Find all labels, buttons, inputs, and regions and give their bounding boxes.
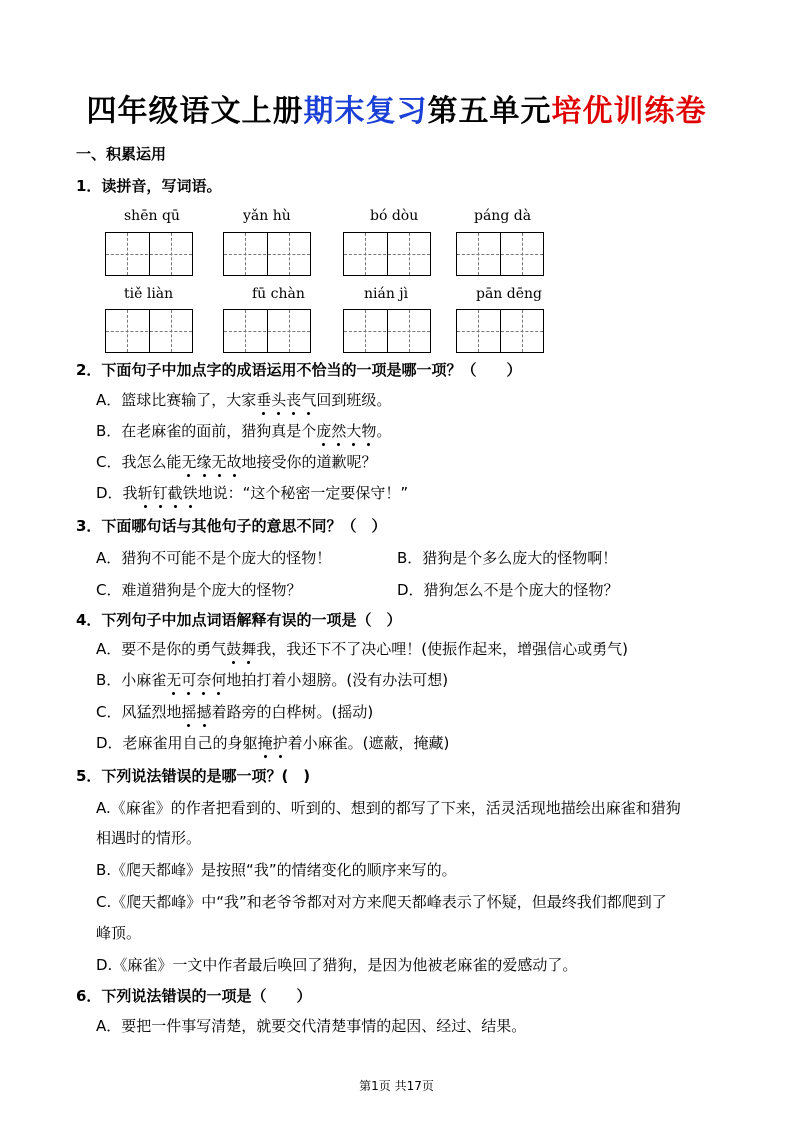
- question-4-option-a: [96, 639, 628, 659]
- option-text: C．我怎么能: [96, 453, 182, 471]
- question-3-option-a: A．猎狗不可能不是个庞大的怪物！: [96, 549, 332, 567]
- writing-grid[interactable]: [456, 309, 544, 353]
- page-footer: 第1页 共17页: [359, 1079, 434, 1093]
- writing-grid[interactable]: [343, 232, 431, 276]
- question-5-option-c-cont: 峰顶。: [96, 924, 142, 942]
- pinyin-label: shēn qū: [124, 208, 180, 224]
- question-3-option-d: D．猎狗怎么不是个庞大的怪物？: [397, 581, 619, 599]
- question-4-label: 4．下列句子中加点词语解释有误的一项是（ ）: [76, 611, 402, 629]
- question-5-option-a: A.《麻雀》的作者把看到的、听到的、想到的都写了下来，活灵活现地描绘出麻雀和猎狗: [96, 799, 681, 817]
- dotted-phrase: 掩护: [257, 734, 288, 752]
- option-text: D．我: [96, 484, 138, 502]
- option-text: B．在老麻雀的面前，猎狗真是个: [96, 422, 317, 440]
- question-2-option-a: [96, 390, 391, 410]
- question-5-option-a-cont: 相遇时的情形。: [96, 829, 202, 847]
- dotted-phrase: 摇撼: [181, 703, 212, 721]
- question-4-option-b: [96, 670, 448, 690]
- option-text: B．小麻雀: [96, 671, 167, 689]
- option-text: 着路旁的白桦树。(摇动): [211, 703, 374, 721]
- pinyin-label: bó dòu: [370, 208, 419, 224]
- question-5-label: 5．下列说法错误的是哪一项？( ): [76, 767, 311, 785]
- option-text: 地接受你的道歉呢？: [241, 453, 377, 471]
- dotted-phrase: 鼓舞: [226, 640, 257, 658]
- pinyin-label: yǎn hù: [243, 208, 291, 224]
- question-5-option-c: C.《爬天都峰》中“我”和老爷爷都对对方来爬天都峰表示了怀疑，但最终我们都爬到了: [96, 893, 667, 911]
- pinyin-label: páng dà: [474, 208, 532, 224]
- dotted-phrase: 垂头丧气: [256, 391, 317, 409]
- option-text: C．风猛烈地: [96, 703, 182, 721]
- title-part-4: 培优训练卷: [551, 94, 707, 129]
- option-text: 回到班级。: [316, 391, 392, 409]
- dotted-phrase: 无缘无故: [181, 453, 242, 471]
- dotted-phrase: 庞然大物: [316, 422, 377, 440]
- page-title: [0, 86, 793, 130]
- question-1-label: 1．读拼音，写词语。: [76, 177, 222, 195]
- writing-grid[interactable]: [223, 232, 311, 276]
- question-3-label: 3．下面哪句话与其他句子的意思不同？（ ）: [76, 517, 387, 535]
- question-5-option-d: D.《麻雀》一文中作者最后唤回了猎狗，是因为他被老麻雀的爱感动了。: [96, 956, 578, 974]
- writing-grid[interactable]: [343, 309, 431, 353]
- pinyin-label: fū chàn: [252, 286, 305, 302]
- question-3-option-b: B．猎狗是个多么庞大的怪物啊！: [397, 549, 618, 567]
- option-text: A．篮球比赛输了，大家: [96, 391, 257, 409]
- title-part-3: 第五单元: [427, 94, 552, 129]
- writing-grid[interactable]: [105, 309, 193, 353]
- option-text: 。: [376, 422, 392, 440]
- writing-grid[interactable]: [456, 232, 544, 276]
- section-heading: 一、积累运用: [76, 145, 167, 163]
- option-text: 我，我还下不了决心哩！(使振作起来，增强信心或勇气): [256, 640, 629, 658]
- writing-grid[interactable]: [105, 232, 193, 276]
- option-text: 地说：“这个秘密一定要保守！”: [197, 484, 409, 502]
- question-4-option-c: [96, 702, 373, 722]
- pinyin-label: pān dēng: [476, 286, 543, 302]
- question-6-option-a: A．要把一件事写清楚，就要交代清楚事情的起因、经过、结果。: [96, 1017, 527, 1035]
- question-4-option-d: [96, 733, 449, 753]
- title-part-1: 四年级语文上册: [86, 94, 304, 129]
- writing-grid[interactable]: [223, 309, 311, 353]
- question-2-option-c: [96, 452, 377, 472]
- question-3-option-c: C．难道猎狗是个庞大的怪物？: [96, 581, 302, 599]
- option-text: A．要不是你的勇气: [96, 640, 227, 658]
- pinyin-label: nián jì: [364, 286, 409, 302]
- option-text: D．老麻雀用自己的身躯: [96, 734, 258, 752]
- question-2-label: 2．下面句子中加点字的成语运用不恰当的一项是哪一项？（ ）: [76, 361, 522, 379]
- question-2-option-d: [96, 483, 408, 503]
- question-2-option-b: [96, 421, 391, 441]
- dotted-phrase: 斩钉截铁: [137, 484, 198, 502]
- question-6-label: 6．下列说法错误的一项是（ ）: [76, 987, 312, 1005]
- dotted-phrase: 无可奈何: [166, 671, 227, 689]
- question-5-option-b: B.《爬天都峰》是按照“我”的情绪变化的顺序来写的。: [96, 861, 457, 879]
- pinyin-label: tiě liàn: [124, 286, 174, 302]
- title-part-2: 期末复习: [303, 94, 428, 129]
- option-text: 地拍打着小翅膀。(没有办法可想): [226, 671, 449, 689]
- option-text: 着小麻雀。(遮蔽，掩藏): [287, 734, 450, 752]
